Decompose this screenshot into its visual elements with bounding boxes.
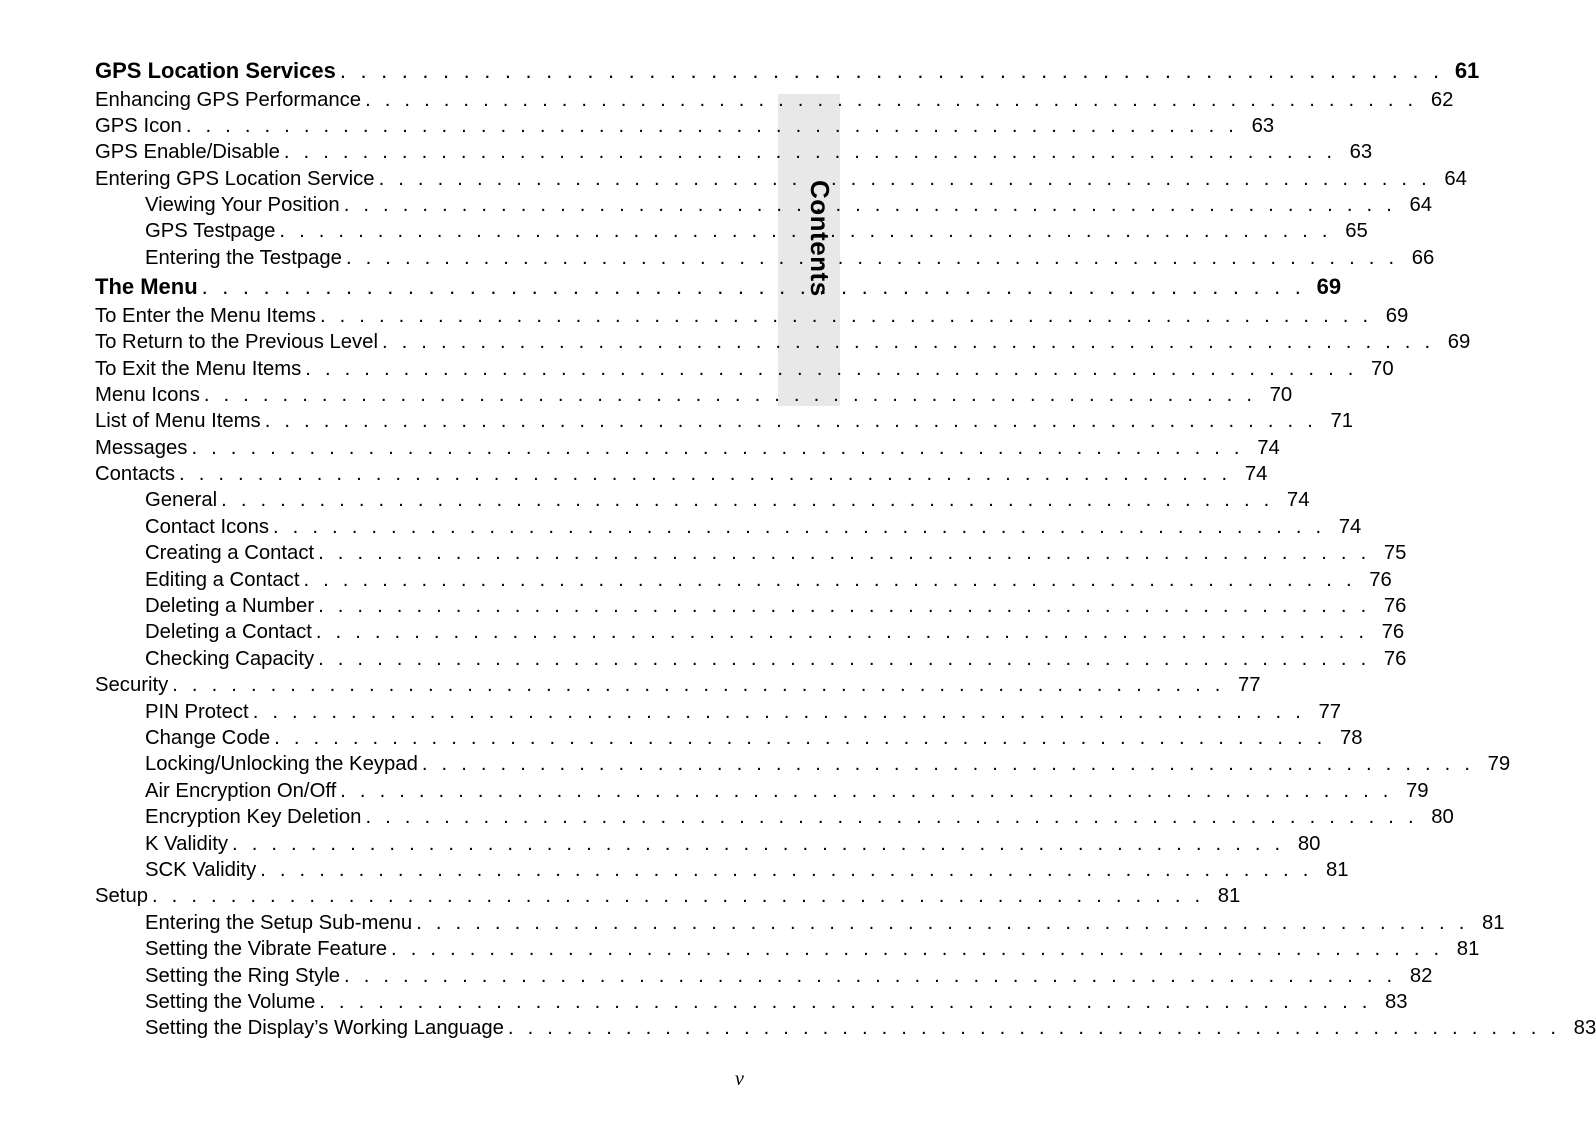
toc-entry-title: SCK Validity [145,858,257,881]
dot-leader: . . . . . . . . . . . . . . . . . . . . . . . . . . . . . . . . . . . . . . . . . . . . . . . . . . . . . . [203,383,1257,406]
toc-entry[interactable] [95,139,1373,165]
toc-entry-title: Setting the Volume [145,990,316,1013]
toc-entry-title: GPS Location Services [95,58,336,83]
toc-entry[interactable] [95,192,1433,218]
toc-entry-title: Contact Icons [145,515,270,538]
dot-leader: . . . . . . . . . . . . . . . . . . . . . . . . . . . . . . . . . . . . . . . . . . . . . . . . . . . . . . [260,858,1313,881]
toc-entry[interactable] [95,87,1454,113]
dot-leader: . . . . . . . . . . . . . . . . . . . . . . . . . . . . . . . . . . . . . . . . . . . . . . . . . . . . . . [252,700,1306,723]
toc-section-entry[interactable] [95,55,1480,87]
dot-leader: . . . . . . . . . . . . . . . . . . . . . . . . . . . . . . . . . . . . . . . . . . . . . . . . . . . . . . [378,167,1431,190]
toc-entry[interactable] [95,382,1293,408]
dot-leader: . . . . . . . . . . . . . . . . . . . . . . . . . . . . . . . . . . . . . . . . . . . . . . . . . . . . . . [179,463,1232,486]
toc-entry-title: Security [95,674,169,697]
toc-entry[interactable] [95,245,1435,271]
toc-entry-title: GPS Icon [95,114,182,137]
dot-leader: . . . . . . . . . . . . . . . . . . . . . . . . . . . . . . . . . . . . . . . . . . . . . . . . . . . . . . [152,885,1205,908]
toc-entry-page: 74 [1257,436,1280,459]
dot-leader: . . . . . . . . . . . . . . . . . . . . . . . . . . . . . . . . . . . . . . . . . . . . . . . . . . . . . . [185,114,1239,137]
toc-entry-page: 80 [1297,832,1321,855]
toc-entry-page: 81 [1217,885,1241,908]
dot-leader: . . . . . . . . . . . . . . . . . . . . . . . . . . . . . . . . . . . . . . . . . . . . . . . . . . . . . . [319,990,1372,1013]
toc-entry-page: 77 [1238,674,1261,697]
dot-leader: . . . . . . . . . . . . . . . . . . . . . . . . . . . . . . . . . . . . . . . . . . . . . . . . . . . . . . [391,938,1444,961]
toc-entry-page: 83 [1573,1017,1596,1040]
toc-entry-page: 78 [1339,726,1363,749]
dot-leader: . . . . . . . . . . . . . . . . . . . . . . . . . . . . . . . . . . . . . . . . . . . . . . . . . . . . . . [172,674,1225,697]
toc-entry-page: 70 [1269,383,1293,406]
toc-entry[interactable] [95,989,1408,1015]
toc-entry[interactable] [95,751,1511,777]
dot-leader: . . . . . . . . . . . . . . . . . . . . . . . . . . . . . . . . . . . . . . . . . . . . . . . . . . . . . . [264,410,1318,433]
toc-entry[interactable] [95,329,1471,355]
dot-leader: . . . . . . . . . . . . . . . . . . . . . . . . . . . . . . . . . . . . . . . . . . . . . . . . . . . . . . [273,515,1326,538]
toc-entry-page: 82 [1409,964,1433,987]
dot-leader: . . . . . . . . . . . . . . . . . . . . . . . . . . . . . . . . . . . . . . . . . . . . . . . . . . . . . . [345,246,1399,269]
dot-leader: . . . . . . . . . . . . . . . . . . . . . . . . . . . . . . . . . . . . . . . . . . . . . . . . . . . . . . [340,779,1393,802]
toc-entry-page: 75 [1383,542,1407,565]
dot-leader: . . . . . . . . . . . . . . . . . . . . . . . . . . . . . . . . . . . . . . . . . . . . . . . . . . . . . . [365,88,1418,111]
toc-entry-page: 61 [1454,58,1480,83]
toc-entry[interactable] [95,1015,1596,1041]
toc-entry-page: 70 [1371,357,1394,380]
toc-entry[interactable] [95,487,1310,513]
dot-leader: . . . . . . . . . . . . . . . . . . . . . . . . . . . . . . . . . . . . . . . . . . . . . . . . . . . . . . [318,542,1371,565]
toc-entry-title: Setting the Ring Style [145,964,341,987]
toc-entry-page: 64 [1444,167,1467,190]
toc-entry[interactable] [95,857,1349,883]
toc-entry-title: Messages [95,436,188,459]
toc-entry-title: K Validity [145,832,229,855]
toc-entry-page: 77 [1318,700,1342,723]
toc-entry-title: Creating a Contact [145,542,315,565]
toc-entry-title: Setting the Vibrate Feature [145,938,388,961]
toc-entry-page: 71 [1330,410,1354,433]
toc-entry-title: Entering the Setup Sub-menu [145,911,413,934]
dot-leader: . . . . . . . . . . . . . . . . . . . . . . . . . . . . . . . . . . . . . . . . . . . . . . . . . . . . . . [305,357,1358,380]
toc-entry-page: 62 [1430,88,1454,111]
toc-entry-page: 74 [1338,515,1362,538]
toc-entry-title: Menu Icons [95,383,200,406]
toc-entry[interactable] [95,699,1342,725]
toc-entry-page: 69 [1447,331,1471,354]
toc-entry-page: 81 [1325,858,1349,881]
toc-entry-title: Contacts [95,463,176,486]
toc-entry[interactable] [95,619,1405,645]
toc-entry-title: To Return to the Previous Level [95,331,378,354]
toc-entry-title: Encryption Key Deletion [145,806,362,829]
toc-entry[interactable] [95,113,1275,139]
toc-entry[interactable] [95,672,1261,698]
toc-entry[interactable] [95,883,1241,909]
toc-entry[interactable] [95,593,1407,619]
toc-entry[interactable] [95,804,1454,830]
toc-entry-page: 63 [1349,141,1373,164]
toc-entry-title: Entering the Testpage [145,246,342,269]
dot-leader: . . . . . . . . . . . . . . . . . . . . . . . . . . . . . . . . . . . . . . . . . . . . . . . . . . . . . . [303,568,1356,591]
toc-entry-page: 76 [1381,621,1405,644]
toc-entry-page: 80 [1431,806,1454,829]
toc-entry-page: 74 [1286,489,1310,512]
dot-leader: . . . . . . . . . . . . . . . . . . . . . . . . . . . . . . . . . . . . . . . . . . . . . . . . . . . . . . [283,141,1337,164]
toc-entry-page: 76 [1383,595,1407,618]
toc-entry-page: 63 [1251,114,1275,137]
toc-entry[interactable] [95,514,1362,540]
dot-leader: . . . . . . . . . . . . . . . . . . . . . . . . . . . . . . . . . . . . . . . . . . . . . . . . . . . . . . [274,726,1327,749]
toc-entry-page: 79 [1487,753,1511,776]
dot-leader: . . . . . . . . . . . . . . . . . . . . . . . . . . . . . . . . . . . . . . . . . . . . . . . . . . . . . . [318,595,1371,618]
toc-entry-title: Entering GPS Location Service [95,167,375,190]
toc-entry[interactable] [95,910,1505,936]
dot-leader: . . . . . . . . . . . . . . . . . . . . . . . . . . . . . . . . . . . . . . . . . . . . . . . . . . . . . . [319,304,1373,327]
toc-entry-title: Deleting a Number [145,595,315,618]
toc-entry-page: 81 [1481,911,1505,934]
dot-leader: . . . . . . . . . . . . . . . . . . . . . . . . . . . . . . . . . . . . . . . . . . . . . . . . . . . . . . [318,647,1371,670]
toc-entry-title: General [145,489,218,512]
toc-entry-page: 69 [1316,274,1342,300]
toc-entry[interactable] [95,461,1268,487]
toc-entry[interactable] [95,646,1407,672]
toc-entry-title: Air Encryption On/Off [145,779,337,802]
toc-entry-page: 83 [1385,990,1408,1013]
toc-entry-page: 74 [1244,463,1268,486]
toc-entry[interactable] [95,540,1407,566]
toc-entry-title: Change Code [145,726,271,749]
dot-leader: . . . . . . . . . . . . . . . . . . . . . . . . . . . . . . . . . . . . . . . . . . . . . . . . . . . . . . [339,58,1444,83]
dot-leader: . . . . . . . . . . . . . . . . . . . . . . . . . . . . . . . . . . . . . . . . . . . . . . . . . . . . . . [315,621,1369,644]
dot-leader: . . . . . . . . . . . . . . . . . . . . . . . . . . . . . . . . . . . . . . . . . . . . . . . . . . . . . . [201,274,1306,300]
dot-leader: . . . . . . . . . . . . . . . . . . . . . . . . . . . . . . . . . . . . . . . . . . . . . . . . . . . . . . [191,436,1244,459]
toc-entry[interactable] [95,408,1354,434]
toc-entry-title: Setting the Display’s Working Language [145,1017,504,1040]
toc-entry-title: Checking Capacity [145,647,315,670]
toc-entry[interactable] [95,936,1480,962]
toc-entry[interactable] [95,218,1368,244]
toc-entry-title: Deleting a Contact [145,621,312,644]
toc-entry-title: To Enter the Menu Items [95,304,316,327]
dot-leader: . . . . . . . . . . . . . . . . . . . . . . . . . . . . . . . . . . . . . . . . . . . . . . . . . . . . . . [279,220,1332,243]
dot-leader: . . . . . . . . . . . . . . . . . . . . . . . . . . . . . . . . . . . . . . . . . . . . . . . . . . . . . . [221,489,1274,512]
toc-entry-title: PIN Protect [145,700,249,723]
toc-entry-page: 81 [1456,938,1480,961]
toc-entry[interactable] [95,725,1363,751]
toc-entry-page: 79 [1406,779,1429,802]
toc-entry-title: Viewing Your Position [145,194,340,217]
toc-entry-title: List of Menu Items [95,410,261,433]
dot-leader: . . . . . . . . . . . . . . . . . . . . . . . . . . . . . . . . . . . . . . . . . . . . . . . . . . . . . . [344,964,1397,987]
dot-leader: . . . . . . . . . . . . . . . . . . . . . . . . . . . . . . . . . . . . . . . . . . . . . . . . . . . . . . [416,911,1469,934]
toc-entry[interactable] [95,567,1392,593]
toc-entry[interactable] [95,778,1429,804]
toc-entry[interactable] [95,963,1433,989]
contents-tab-label: Contents [805,180,835,297]
dot-leader: . . . . . . . . . . . . . . . . . . . . . . . . . . . . . . . . . . . . . . . . . . . . . . . . . . . . . . [507,1017,1561,1040]
toc-entry[interactable] [95,831,1321,857]
dot-leader: . . . . . . . . . . . . . . . . . . . . . . . . . . . . . . . . . . . . . . . . . . . . . . . . . . . . . . [232,832,1285,855]
toc-entry[interactable] [95,303,1409,329]
toc-entry-title: Enhancing GPS Performance [95,88,362,111]
toc-entry-title: Locking/Unlocking the Keypad [145,753,418,776]
toc-entry-title: GPS Enable/Disable [95,141,280,164]
toc-entry-page: 76 [1383,647,1407,670]
toc-section-entry[interactable] [95,271,1342,303]
toc-entry-title: GPS Testpage [145,220,276,243]
toc-entry-page: 65 [1345,220,1368,243]
toc-entry-page: 69 [1385,304,1409,327]
toc-entry[interactable] [95,435,1280,461]
toc-entry-page: 66 [1411,246,1435,269]
toc-entry-title: To Exit the Menu Items [95,357,302,380]
dot-leader: . . . . . . . . . . . . . . . . . . . . . . . . . . . . . . . . . . . . . . . . . . . . . . . . . . . . . . [421,753,1475,776]
toc-entry-title: Editing a Contact [145,568,300,591]
dot-leader: . . . . . . . . . . . . . . . . . . . . . . . . . . . . . . . . . . . . . . . . . . . . . . . . . . . . . . [365,806,1418,829]
toc-entry-title: Setup [95,885,149,908]
toc-entry-page: 76 [1369,568,1392,591]
dot-leader: . . . . . . . . . . . . . . . . . . . . . . . . . . . . . . . . . . . . . . . . . . . . . . . . . . . . . . [381,331,1435,354]
toc-entry[interactable] [95,356,1394,382]
toc-entry-title: The Menu [95,274,198,300]
toc-entry-page: 64 [1409,194,1433,217]
dot-leader: . . . . . . . . . . . . . . . . . . . . . . . . . . . . . . . . . . . . . . . . . . . . . . . . . . . . . . [343,194,1397,217]
page-number: v [735,1068,744,1090]
toc-entry[interactable] [95,166,1467,192]
